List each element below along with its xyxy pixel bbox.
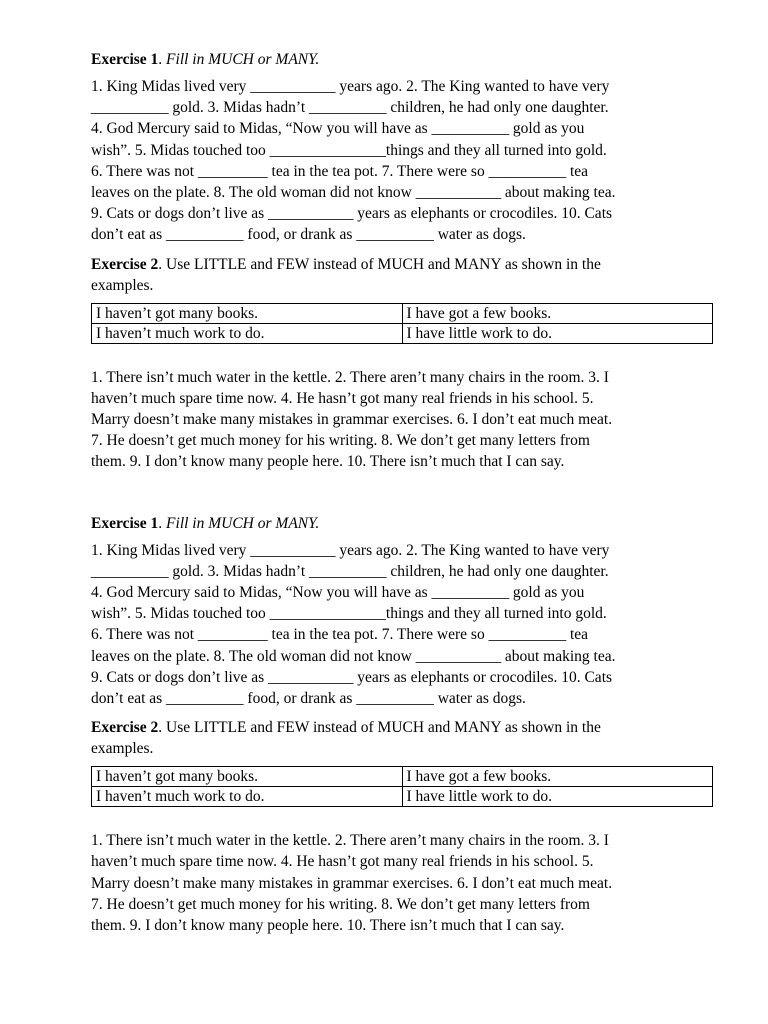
exercise2-sentences: 1. There isn’t much water in the kettle. 2. There aren’t many chairs in the room. 3. I haven’t much spare time now. 4. He hasn’t got many real friends in his school. 5. Marry doesn’t make many mistakes in grammar exercises. 6. I don’t eat much meat. 7. He doesn’t get much money for his writing. 8. We don’t get many letters from them. 9. I don’t know many people here. 10. There isn’t much that I can say. <box>91 832 613 935</box>
exercise1-text: 1. King Midas lived very ___________ years ago. 2. The King wanted to have very __________ gold. 3. Midas hadn’t __________ children, he had only one daughter. 4. God Mercury said to Midas, “Now you will have as __________ gold as you wish”. 5. Midas touched too _______________things and they all turned into gold. 6. There was not _________ tea in the tea pot. 7. There were so __________ tea leaves on the plate. 8. The old woman did not know ___________ about making tea. 9. Cats or dogs don’t live as ___________ years as elephants or crocodiles. 10. Cats don’t eat as __________ food, or drank as __________ water as dogs. <box>91 541 616 708</box>
table-cell: I haven’t got many books. <box>92 767 403 787</box>
table-cell: I have little work to do. <box>402 323 713 343</box>
exercise2-heading <box>91 254 715 296</box>
table-cell: I have got a few books. <box>402 767 713 787</box>
examples-table <box>91 303 713 344</box>
table-cell: I haven’t got many books. <box>92 303 403 323</box>
table-cell: I haven’t much work to do. <box>92 323 403 343</box>
table-row <box>92 787 713 807</box>
table-cell: I have little work to do. <box>402 787 713 807</box>
exercise1-punct: . <box>158 51 167 68</box>
table-row <box>92 767 713 787</box>
exercise1-label: Exercise 1 <box>91 514 159 532</box>
exercise1-label: Exercise 1 <box>91 51 159 68</box>
exercise2-instruction: Use LITTLE and FEW instead of MUCH and MANY as shown in the examples. <box>91 719 601 758</box>
table-cell: I haven’t much work to do. <box>92 787 403 807</box>
worksheet-page <box>91 49 715 936</box>
exercise2-label: Exercise 2 <box>91 719 159 737</box>
exercise1-heading <box>91 513 715 534</box>
worksheet-block-1 <box>91 49 715 473</box>
worksheet-block-2 <box>91 513 715 937</box>
exercise1-text: 1. King Midas lived very ___________ years ago. 2. The King wanted to have very __________ gold. 3. Midas hadn’t __________ children, he had only one daughter. 4. God Mercury said to Midas, “Now you will have as __________ gold as you wish”. 5. Midas touched too _______________things and they all turned into gold. 6. There was not _________ tea in the tea pot. 7. There were so __________ tea leaves on the plate. 8. The old woman did not know ___________ about making tea. 9. Cats or dogs don’t live as ___________ years as elephants or crocodiles. 10. Cats don’t eat as __________ food, or drank as __________ water as dogs. <box>91 78 616 244</box>
exercise1-instruction: Fill in MUCH or MANY. <box>166 514 320 532</box>
table-row <box>92 303 713 323</box>
table-row <box>92 323 713 343</box>
exercise2-label: Exercise 2 <box>91 255 159 273</box>
exercise1-heading <box>91 49 715 70</box>
examples-table <box>91 766 713 807</box>
exercise2-instruction: Use LITTLE and FEW instead of MUCH and MANY as shown in the examples. <box>91 255 601 294</box>
exercise2-punct: . <box>158 255 167 273</box>
exercise2-sentences: 1. There isn’t much water in the kettle. 2. There aren’t many chairs in the room. 3. I haven’t much spare time now. 4. He hasn’t got many real friends in his school. 5. Marry doesn’t make many mistakes in grammar exercises. 6. I don’t eat much meat. 7. He doesn’t get much money for his writing. 8. We don’t get many letters from them. 9. I don’t know many people here. 10. There isn’t much that I can say. <box>91 368 613 471</box>
exercise2-punct: . <box>158 719 167 737</box>
exercise2-heading <box>91 717 715 759</box>
table-cell: I have got a few books. <box>402 303 713 323</box>
exercise1-instruction: Fill in MUCH or MANY. <box>166 51 320 68</box>
exercise1-punct: . <box>158 514 167 532</box>
block-spacer <box>91 473 715 513</box>
